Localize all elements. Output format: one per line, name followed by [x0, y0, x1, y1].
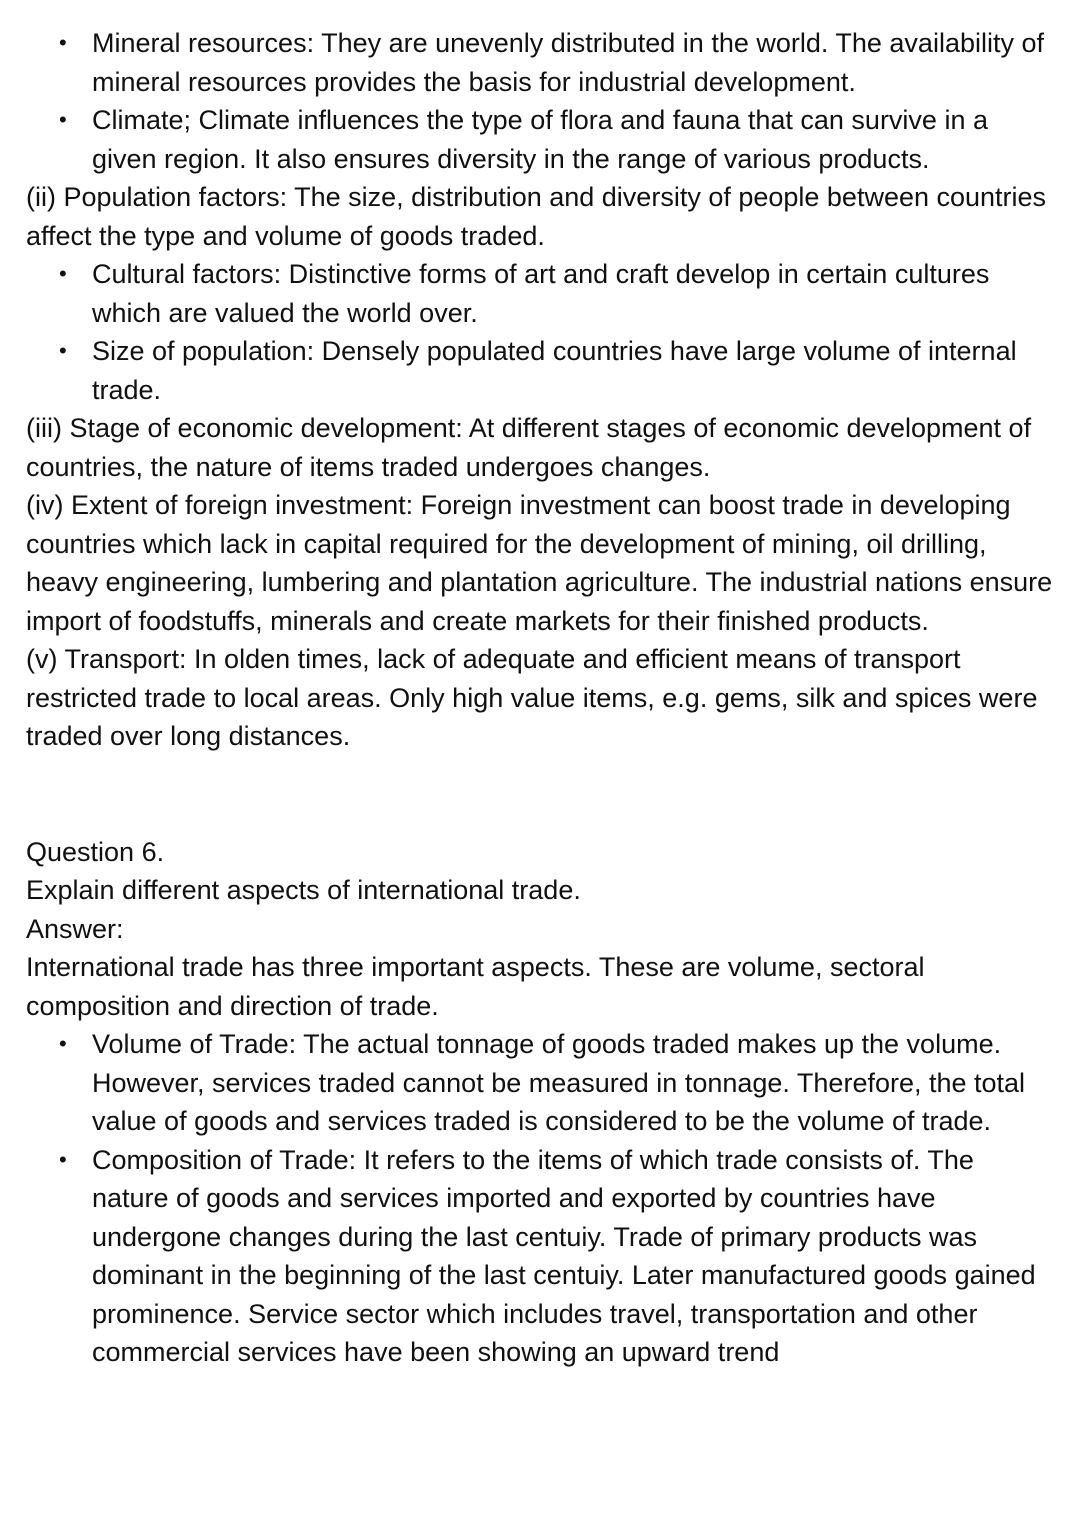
- bullet-marker: •: [59, 338, 67, 363]
- bullet-marker: •: [59, 1031, 67, 1056]
- bullet-marker: •: [59, 30, 67, 55]
- question-prompt: Explain different aspects of international trade.: [26, 875, 581, 905]
- bullet-list-population: [26, 255, 1056, 409]
- section-spacer: [26, 756, 1056, 833]
- bullet-text: Cultural factors: Distinctive forms of art and craft develop in certain cultures which are valued the world over.: [92, 259, 990, 328]
- bullet-text: Mineral resources: They are unevenly distributed in the world. The availability of mineral resources provides the basis for industrial development.: [92, 28, 1044, 97]
- bullet-text: Size of population: Densely populated countries have large volume of internal trade.: [92, 336, 1017, 405]
- answer-label: Answer:: [26, 913, 124, 944]
- bullet-text: Volume of Trade: The actual tonnage of goods traded makes up the volume. However, services traded cannot be measured in tonnage. Therefore, the total value of goods and services traded is considered to be the volume of trade.: [92, 1029, 1026, 1136]
- document-page: [26, 24, 1056, 1372]
- bullet-list-trade-aspects: [26, 1025, 1056, 1372]
- bullet-marker: •: [59, 1146, 67, 1172]
- bullet-list-resources: [26, 24, 1056, 178]
- bullet-marker: •: [59, 107, 67, 132]
- list-item: [26, 24, 1056, 101]
- bullet-marker: •: [59, 261, 67, 286]
- bullet-text: Composition of Trade: It refers to the items of which trade consists of. The nature of goods and services imported and exported by countries have undergone changes during the last centuiy. Trade of primary products was dominant in the beginning of the last centuiy. Later manufactured goods gained prominence. Service sector which includes travel, transportation and other commercial services have been showing an upward trend: [92, 1144, 1036, 1367]
- question-heading: Question 6.: [26, 836, 165, 867]
- paragraph-foreign-investment: (iv) Extent of foreign investment: Foreign investment can boost trade in developing countries which lack in capital required for the development of mining, oil drilling, heavy engineering, lumbering and plantation agriculture. The industrial nations ensure import of foodstuffs, minerals and create markets for their finished products.: [26, 490, 1053, 636]
- list-item: [26, 1025, 1056, 1141]
- list-item: [26, 1141, 1056, 1372]
- list-item: [26, 332, 1056, 409]
- paragraph-economic-development: (iii) Stage of economic development: At different stages of economic development of countries, the nature of items traded undergoes changes.: [26, 413, 1032, 482]
- bullet-text: Climate; Climate influences the type of flora and fauna that can survive in a given region. It also ensures diversity in the range of various products.: [92, 105, 988, 174]
- answer-intro: International trade has three important aspects. These are volume, sectoral composition and direction of trade.: [26, 952, 925, 1021]
- paragraph-population-factors: (ii) Population factors: The size, distribution and diversity of people between countries affect the type and volume of goods traded.: [26, 182, 1047, 251]
- paragraph-transport: (v) Transport: In olden times, lack of adequate and efficient means of transport restricted trade to local areas. Only high value items, e.g. gems, silk and spices were traded over long distances.: [26, 644, 1038, 751]
- list-item: [26, 255, 1056, 332]
- list-item: [26, 101, 1056, 178]
